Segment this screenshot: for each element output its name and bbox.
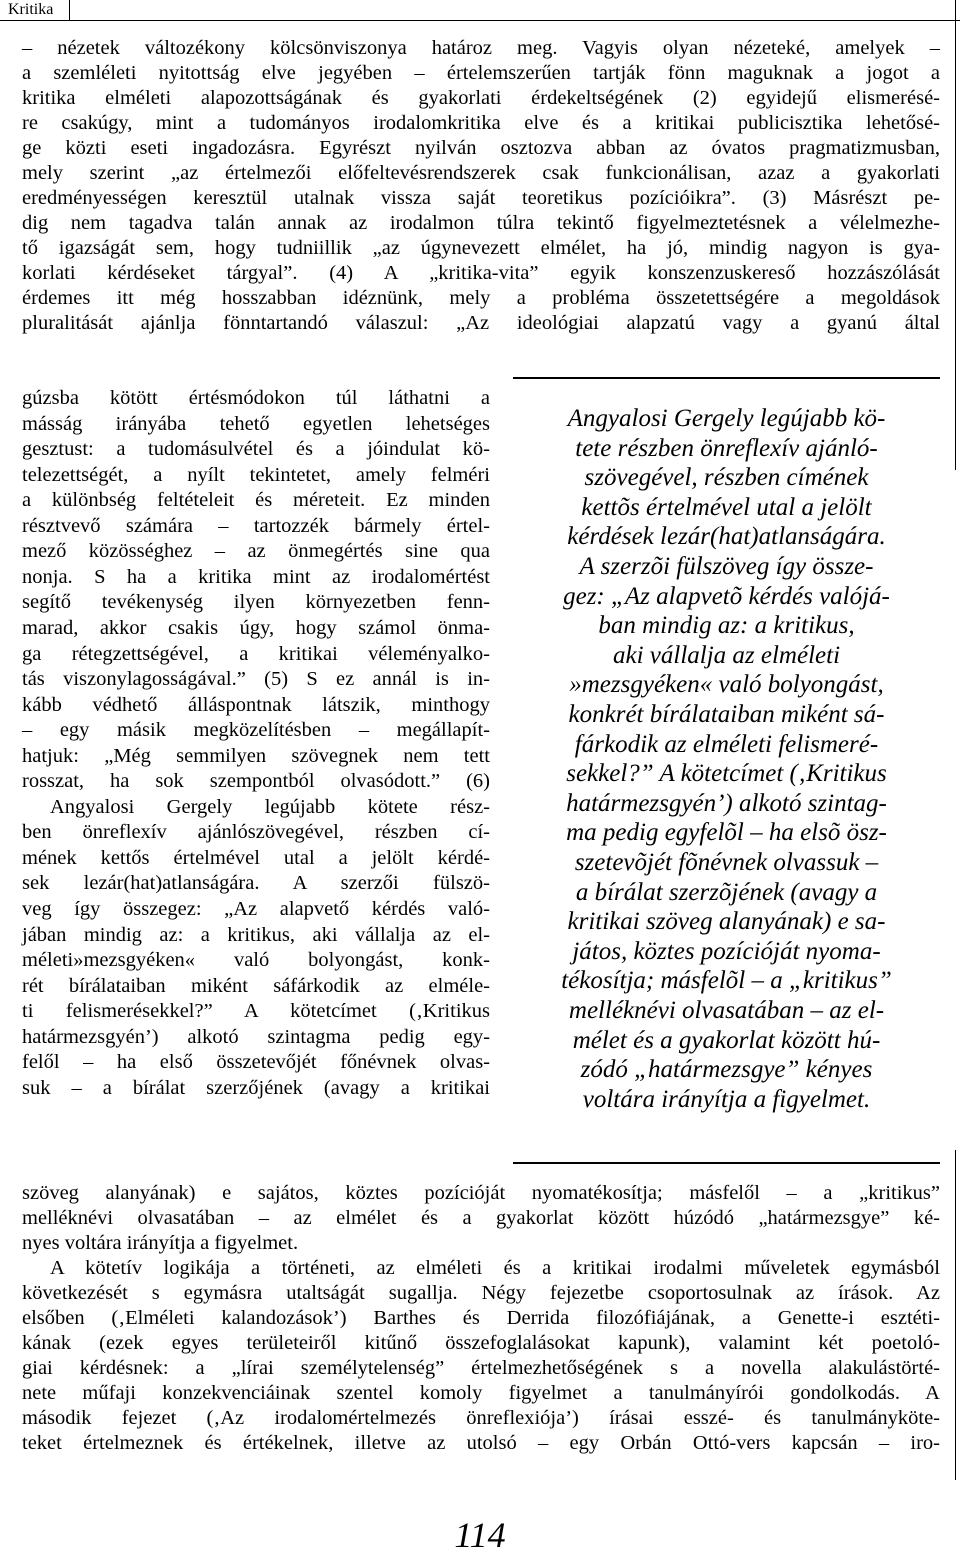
- column-line: mének kettős értelmével utal a jelölt kérdé-: [22, 846, 490, 869]
- text-line: érdemes itt még hosszabban idéznünk, mely a probléma összetettségére a megoldások: [22, 287, 940, 309]
- text-line: pluralitását ajánlja fönntartandó válaszul: „Az ideológiai alapzatú vagy a gyanú által: [22, 312, 940, 334]
- column-line: segítő tevékenység ilyen környezetben fenn-: [22, 591, 490, 614]
- pull-quote-line: játos, köztes pozícióját nyoma-: [572, 937, 881, 965]
- pull-quote-line: Angyalosi Gergely legújabb kö-: [567, 405, 886, 432]
- pull-quote-line: melléknévi olvasatában – az el-: [568, 997, 885, 1024]
- text-line: korlati kérdéseket tárgyal”. (4) A „kritika-vita” egyik konszenzuskereső hozzászólását: [22, 262, 940, 284]
- text-line: a szemléleti nyitottság elve jegyében – értelemszerűen tartják fönn maguknak a jogot a: [22, 62, 940, 84]
- pull-quote-line: kritikai szöveg alanyának) e sa-: [567, 908, 886, 936]
- column-line: mező közösséghez – az önmegértés sine qua: [22, 540, 490, 563]
- pull-quote-line: sekkel?” A kötetcímet (‚Kritikus: [566, 760, 887, 788]
- pull-quote-line: szetevõjét fõnévnek olvassuk –: [574, 849, 879, 876]
- column-line: méleti»mezsgyéken« való bolyongást, konk-: [22, 949, 490, 972]
- right-margin-rule-lower: [955, 1150, 956, 1480]
- text-line: A kötetív logikája a történeti, az elméleti és a kritikai irodalmi műveletek egymásból: [50, 1257, 940, 1279]
- column-line: rosszat, ha sok szempontból olvasódott.” (6): [22, 770, 490, 793]
- pull-quote-line: a bírálat szerzõjének (avagy a: [575, 878, 878, 906]
- header-rule: [0, 20, 960, 21]
- text-line: – nézetek változékony kölcsönviszonya határoz meg. Vagyis olyan nézeteké, amelyek –: [22, 37, 940, 59]
- column-line: ben önreflexív ajánlószövegével, részben cí-: [22, 821, 490, 844]
- text-line: nete műfaji konzekvenciáinak szentel komoly figyelmet a tanulmányírói gondolkodás. A: [22, 1382, 940, 1404]
- text-line: következését s egymásra utaltságát sugallja. Négy fejezetbe csoportosulnak az írások. Az: [22, 1282, 940, 1304]
- column-line: telezettségét, a nyílt tekintetet, amely felméri: [22, 463, 490, 486]
- pull-quote-line: ma pedig egyfelõl – ha elsõ ösz-: [566, 819, 887, 847]
- pull-quote-line: ban mindig az: a kritikus,: [598, 612, 855, 640]
- column-line: marad, akkor csakis úgy, hogy számol önma-: [22, 616, 490, 639]
- text-line: második fejezet (‚Az irodalomértelmezés önreflexiója’) írásai esszé- és tanulmánykötе-: [22, 1407, 940, 1429]
- column-line: – egy másik megközelítésben – megállapít-: [22, 719, 490, 742]
- column-line: sek lezár(hat)atlanságára. A szerzői fülszö-: [22, 872, 490, 895]
- column-line: suk – a bírálat szerzőjének (avagy a kritikai: [22, 1076, 490, 1099]
- section-header: Kritika: [0, 0, 70, 21]
- column-line: másság irányába tehető egyetlen lehetséges: [22, 412, 490, 435]
- column-line: gúzsba kötött értésmódokon túl láthatni a: [22, 387, 490, 409]
- column-line: Angyalosi Gergely legújabb kötete rész-: [50, 795, 490, 818]
- pull-quote-line: határmezsgyén’) alkotó szintag-: [566, 789, 887, 817]
- pull-quote-line: szövegével, részben címének: [584, 464, 869, 492]
- column-line: veg így összegez: „Az alapvető kérdés való-: [22, 898, 490, 920]
- pull-quote-line: tékosítja; másfelõl – a „kritikus”: [561, 967, 892, 995]
- text-line: giai kérdésnek: a „lírai személytelenség” értelmezhetőségének s a novella alakulástörté-: [22, 1357, 940, 1379]
- column-line: határmezsgyén’) alkotó szintagma pedig egy-: [22, 1025, 490, 1048]
- page-number: 114: [454, 1515, 506, 1555]
- text-line: re csakúgy, mint a tudományos irodalomkritika elve és a kritikai publicisztika lehetősé-: [22, 112, 940, 134]
- column-line: a különbség feltételeit és méreteit. Ez minden: [22, 489, 490, 512]
- column-line: gesztust: a tudomásulvétel és a jóindulat kö-: [22, 438, 490, 461]
- pull-quote-line: tete részben önreflexív ajánló-: [575, 434, 878, 462]
- pull-quote-top-rule: [513, 377, 940, 379]
- text-line: mely szerint „az értelmezői előfeltevésrendszerek csak funkcionálisan, azaz a gyakorlati: [22, 162, 940, 184]
- text-line: dig nem tagadva talán annak az irodalmon túlra tekintő figyelmeztetésnek a vélelmezhe-: [22, 212, 940, 234]
- text-line: szöveg alanyának) e sajátos, köztes pozícióját nyomatékosítja; másfelől – a „kritikus”: [22, 1182, 940, 1204]
- text-line: kritika elméleti alapozottságának és gyakorlati érdekeltségének (2) egyidejű elismerésé-: [22, 87, 940, 109]
- pull-quote-line: gez: „Az alapvetõ kérdés valójá-: [563, 582, 890, 610]
- column-line: ti felismerésekkel?” A kötetcímet (‚Kritikus: [22, 1000, 490, 1023]
- column-line: kább védhető álláspontnak látszik, minthogy: [22, 693, 490, 716]
- pull-quote-line: kettõs értelmével utal a jelölt: [581, 493, 872, 521]
- column-line: felől – ha első összetevőjét főnévnek olvas-: [22, 1051, 490, 1074]
- right-margin-rule: [955, 0, 956, 470]
- text-line: eredményességen keresztül utalnak vissza saját teoretikus pozícióikra”. (3) Másrészt pe-: [22, 187, 940, 209]
- column-line: ga rétegzettségével, a kritikai véleményalko-: [22, 642, 490, 665]
- pull-quote-bottom-rule: [513, 1162, 940, 1164]
- text-line: tő igazságát sem, hogy tudniillik „az úgynevezett elmélet, ha jó, mindig nagyon is gya-: [22, 237, 940, 259]
- pull-quote-line: konkrét bírálataiban miként sá-: [568, 701, 885, 728]
- column-line: nonja. S ha a kritika mint az irodalomértést: [22, 565, 490, 588]
- pull-quote-line: »mezsgyéken« való bolyongást,: [569, 671, 884, 699]
- column-line: tás viszonylagosságával.” (5) S ez annál is in-: [22, 668, 490, 691]
- column-line: résztvevő számára – tartozzék bármely értel-: [22, 514, 490, 537]
- text-line: ge közti eseti ingadozásra. Egyrészt nyilván osztozva abban az óvatos pragmatizmusban,: [22, 137, 940, 159]
- pull-quote-line: zódó „határmezsgye” kényes: [580, 1056, 873, 1084]
- pull-quote-line: voltára irányítja a figyelmet.: [582, 1085, 871, 1113]
- pull-quote-line: A szerzõi fülszöveg így össze-: [579, 553, 874, 580]
- column-line: hatjuk: „Még semmilyen szövegnek nem tett: [22, 744, 490, 767]
- text-line: nyes voltára irányítja a figyelmet.: [22, 1232, 299, 1254]
- text-line: teket értelmeznek és értékelnek, illetve az utolsó – egy Orbán Ottó-vers kapcsán – iro-: [22, 1432, 940, 1454]
- column-line: rét bírálataiban miként sáfárkodik az elméle-: [22, 974, 490, 997]
- pull-quote-line: kérdések lezár(hat)atlanságára.: [567, 523, 886, 551]
- pull-quote-line: fárkodik az elméleti felismeré-: [574, 730, 879, 758]
- text-line: melléknévi olvasatában – az elmélet és a gyakorlat között húzódó „határmezsgye” ké-: [22, 1207, 940, 1229]
- text-line: kának (ezek egyes területeiről kitűnő összefoglalásokat kapunk), valamint két poetoló-: [22, 1332, 940, 1354]
- column-line: jában mindig az: a kritikus, aki vállalja az el-: [22, 923, 490, 946]
- pull-quote-line: aki vállalja az elméleti: [612, 641, 841, 669]
- pull-quote-line: mélet és a gyakorlat között hú-: [572, 1026, 881, 1054]
- text-line: elsőben (‚Elméleti kalandozások’) Barthes és Derrida filozófiájának, a Genette-i esztéti-: [22, 1307, 940, 1329]
